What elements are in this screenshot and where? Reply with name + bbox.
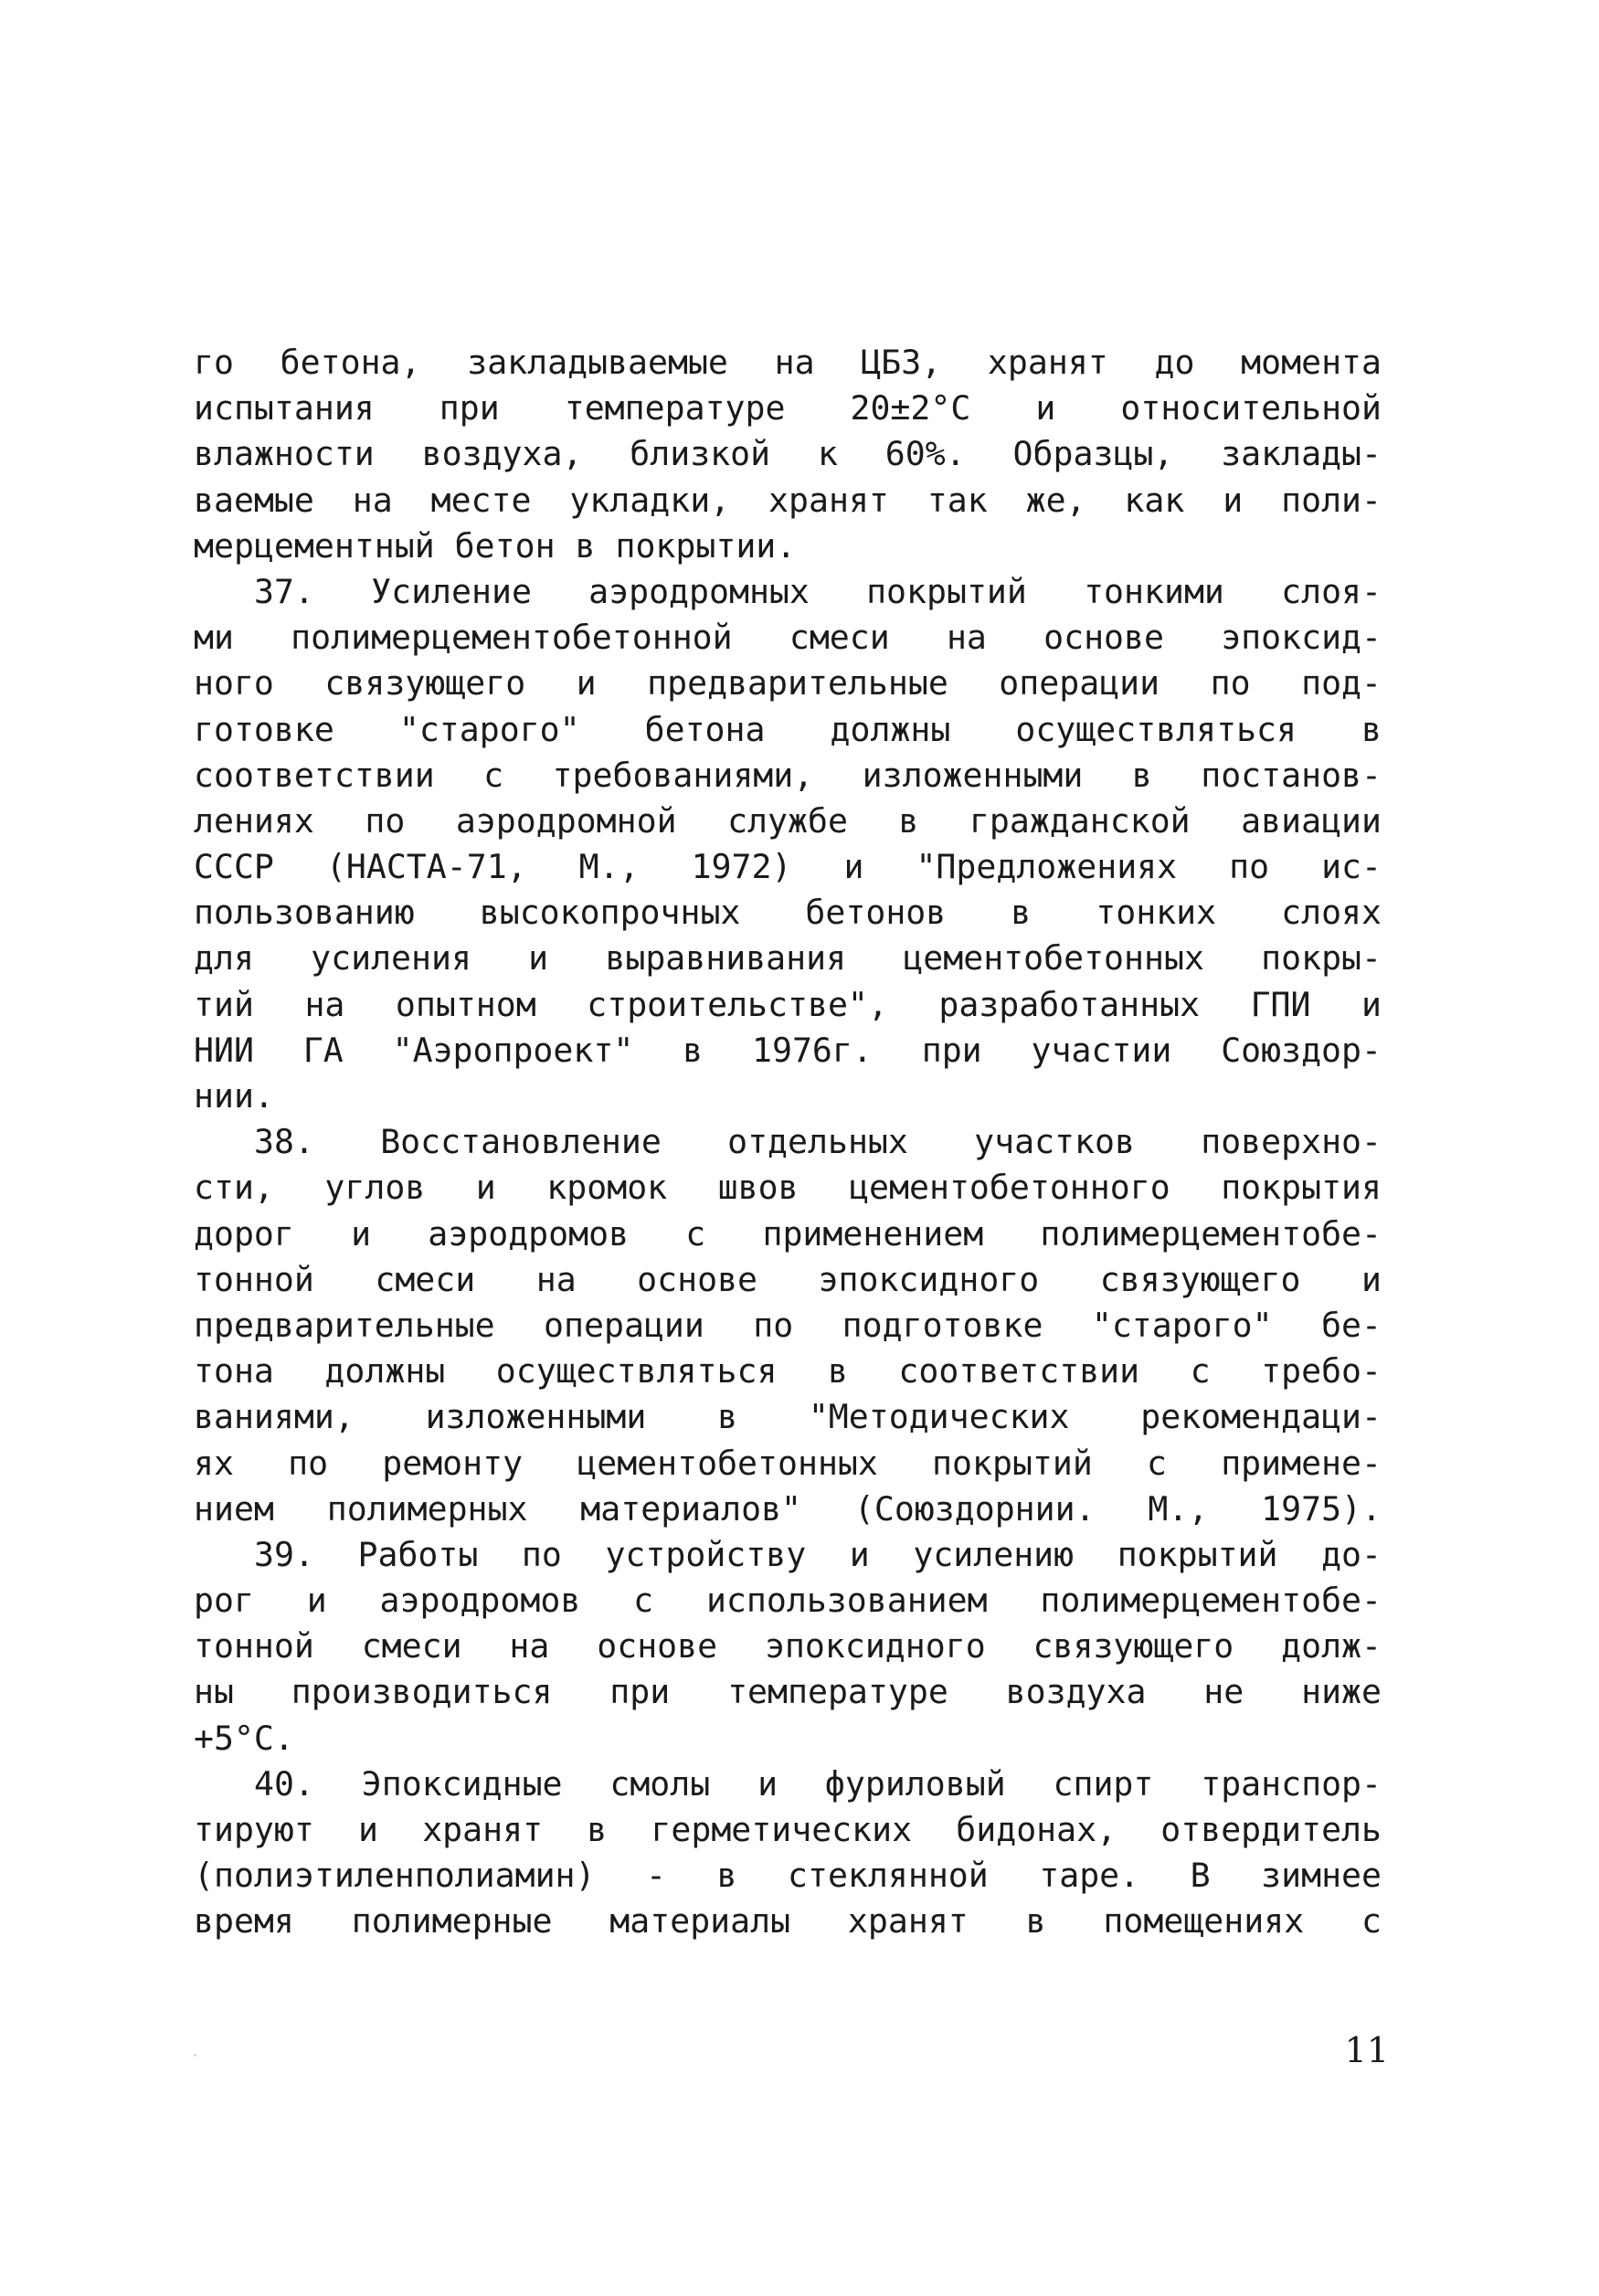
text-line	[194, 431, 1382, 477]
text-line-content: пользованию высокопрочных бетонов в тонких слоях	[194, 893, 1382, 933]
text-line	[194, 569, 1382, 615]
text-line-content: тона должны осуществляться в соответствии с требо-	[194, 1351, 1382, 1391]
text-line	[194, 844, 1382, 890]
text-line	[194, 1487, 1382, 1532]
text-line	[194, 1578, 1382, 1624]
text-line-content: НИИ ГА "Аэропроект" в 1976г. при участии Союздор-	[194, 1030, 1382, 1070]
text-line	[194, 1028, 1382, 1074]
text-line	[194, 1899, 1382, 1944]
text-line	[194, 1624, 1382, 1669]
text-line	[194, 478, 1382, 524]
text-line-content: ны производиться при температуре воздуха не ниже	[194, 1672, 1382, 1712]
text-line	[194, 1716, 1382, 1762]
text-line-content: предварительные операции по подготовке "старого" бе-	[194, 1305, 1382, 1345]
text-line-content: ми полимерцементобетонной смеси на основе эпоксид-	[194, 618, 1382, 658]
text-line	[194, 707, 1382, 753]
text-line-content: тируют и хранят в герметических бидонах, отвердитель	[194, 1810, 1382, 1849]
text-line	[194, 1807, 1382, 1853]
text-line	[194, 799, 1382, 844]
text-line-content: СССР (НАСТА-71, М., 1972) и "Предложениях по ис-	[194, 847, 1382, 887]
text-line-content: (полиэтиленполиамин) - в стеклянной таре. В зимнее	[194, 1856, 1382, 1896]
text-line	[194, 661, 1382, 706]
text-line-content: 39. Работы по устройству и усилению покрытий до-	[254, 1534, 1382, 1574]
text-line-content: 37. Усиление аэродромных покрытий тонкими слоя-	[254, 571, 1382, 611]
text-line-content: тонной смеси на основе эпоксидного связующего и	[194, 1259, 1382, 1299]
text-line-content: готовке "старого" бетона должны осуществляться в	[194, 709, 1382, 749]
text-line-content: время полимерные материалы хранят в помещениях с	[194, 1901, 1382, 1942]
page-number: 11	[1344, 2030, 1389, 2070]
text-line-content: мерцементный бетон в покрытии.	[194, 525, 797, 566]
text-line-content: нии.	[194, 1076, 274, 1116]
text-line	[194, 615, 1382, 661]
text-line	[194, 1394, 1382, 1440]
scan-speck	[194, 2054, 196, 2057]
text-line-content: лениях по аэродромной службе в гражданской авиации	[194, 800, 1382, 841]
text-line	[194, 936, 1382, 981]
text-line	[194, 1303, 1382, 1349]
text-line	[194, 1441, 1382, 1487]
text-line	[194, 1165, 1382, 1211]
text-line-content: для усиления и выравнивания цементобетонных покры-	[194, 938, 1382, 979]
text-line	[194, 982, 1382, 1028]
text-line-content: рог и аэродромов с использованием полимерцементобе-	[194, 1581, 1382, 1621]
text-line-content: ваемые на месте укладки, хранят так же, как и поли-	[194, 480, 1382, 520]
text-line-content: соответствии с требованиями, изложенными в постанов-	[194, 755, 1382, 795]
text-line	[194, 1074, 1382, 1119]
text-line	[194, 1762, 1382, 1807]
text-line	[194, 753, 1382, 799]
text-line-content: 38. Восстановление отдельных участков поверхно-	[254, 1122, 1382, 1162]
text-line-content: тонной смеси на основе эпоксидного связующего долж-	[194, 1626, 1382, 1666]
text-line	[194, 1532, 1382, 1578]
text-line-content: +5°С.	[194, 1718, 294, 1758]
text-line	[194, 340, 1382, 386]
text-line	[194, 386, 1382, 431]
text-line-content: ях по ремонту цементобетонных покрытий с примене-	[194, 1443, 1382, 1483]
text-line-content: ного связующего и предварительные операции по под-	[194, 663, 1382, 704]
text-line	[194, 1211, 1382, 1257]
text-line-content: сти, углов и кромок швов цементобетонного покрытия	[194, 1168, 1382, 1208]
text-line-content: испытания при температуре 20±2°С и относительной	[194, 388, 1382, 429]
text-line	[194, 890, 1382, 936]
text-line-content: го бетона, закладываемые на ЦБЗ, хранят до момента	[194, 343, 1382, 382]
text-line	[194, 1257, 1382, 1303]
text-line	[194, 1349, 1382, 1394]
body-text	[194, 340, 1382, 1945]
text-line	[194, 524, 1382, 569]
text-line-content: нием полимерных материалов" (Союздорнии. М., 1975).	[194, 1488, 1382, 1529]
text-line-content: дорог и аэродромов с применением полимерцементобе-	[194, 1213, 1382, 1254]
text-line-content: ваниями, изложенными в "Методических рекомендаци-	[194, 1397, 1382, 1437]
text-line-content: 40. Эпоксидные смолы и фуриловый спирт транспор-	[254, 1763, 1382, 1804]
text-line-content: влажности воздуха, близкой к 60%. Образцы, заклады-	[194, 434, 1382, 474]
text-line	[194, 1853, 1382, 1899]
text-line-content: тий на опытном строительстве", разработанных ГПИ и	[194, 984, 1382, 1024]
text-line	[194, 1669, 1382, 1715]
text-line	[194, 1119, 1382, 1165]
